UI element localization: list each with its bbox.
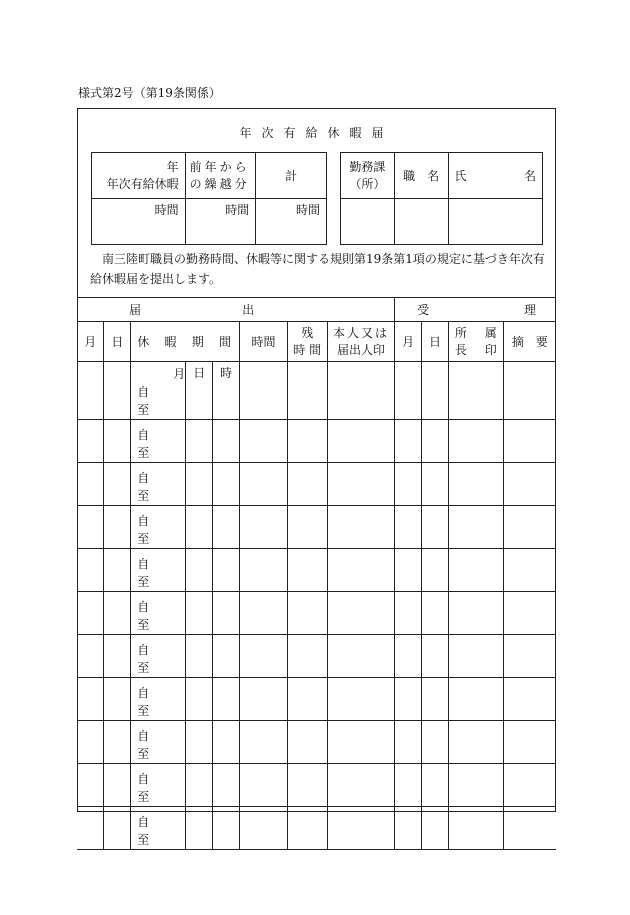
from-label: 自: [137, 729, 150, 743]
row-applicant-seal-cell[interactable]: [327, 678, 395, 721]
row-receipt-month-cell[interactable]: [395, 463, 422, 506]
period-day-label: 日: [193, 366, 206, 380]
row-day-cell[interactable]: [104, 764, 131, 807]
row-day-cell[interactable]: [104, 635, 131, 678]
row-remaining-cell[interactable]: [287, 592, 327, 635]
from-label: 自: [137, 514, 150, 528]
row-period-day-cell[interactable]: [186, 764, 213, 807]
header-hours: 時間: [240, 322, 288, 362]
row-remaining-cell[interactable]: [287, 362, 327, 420]
row-remarks-cell[interactable]: [503, 592, 556, 635]
row-remaining-cell[interactable]: [287, 549, 327, 592]
row-chief-seal-cell[interactable]: [448, 362, 503, 420]
row-chief-seal-cell[interactable]: [448, 807, 503, 850]
row-period-day-cell[interactable]: [186, 592, 213, 635]
row-chief-seal-cell[interactable]: [448, 592, 503, 635]
row-hours-cell[interactable]: [240, 635, 288, 678]
table-row: [77, 420, 556, 463]
table-row: [77, 549, 556, 592]
row-period-hour-cell[interactable]: [213, 592, 240, 635]
table-header-columns: [77, 322, 556, 362]
header-receipt-month: 月: [395, 322, 422, 362]
row-receipt-day-cell[interactable]: [422, 592, 449, 635]
header-receipt-day: 日: [422, 322, 449, 362]
to-label: 至: [137, 446, 150, 460]
to-label: 至: [137, 747, 150, 761]
to-label: 至: [137, 790, 150, 804]
receipt-header: 受 理: [395, 298, 556, 322]
row-remarks-cell[interactable]: [503, 463, 556, 506]
to-label: 至: [137, 489, 150, 503]
row-remarks-cell[interactable]: [503, 807, 556, 850]
header-remarks: 摘 要: [503, 322, 556, 362]
row-chief-seal-cell[interactable]: [448, 678, 503, 721]
row-chief-seal-cell[interactable]: [448, 420, 503, 463]
table-row: [77, 764, 556, 807]
row-month-cell[interactable]: [77, 764, 104, 807]
department-cell[interactable]: [341, 199, 395, 245]
row-remaining-cell[interactable]: [287, 506, 327, 549]
row-receipt-day-cell[interactable]: [422, 506, 449, 549]
row-receipt-month-cell[interactable]: [395, 592, 422, 635]
row-period-day-cell[interactable]: [186, 506, 213, 549]
row-remarks-cell[interactable]: [503, 764, 556, 807]
row-applicant-seal-cell[interactable]: [327, 362, 395, 420]
row-period-cell[interactable]: [131, 592, 186, 635]
row-period-hour-cell[interactable]: [213, 807, 240, 850]
row-receipt-month-cell[interactable]: [395, 764, 422, 807]
row-day-cell[interactable]: [104, 807, 131, 850]
row-chief-seal-cell[interactable]: [448, 549, 503, 592]
row-applicant-seal-cell[interactable]: [327, 463, 395, 506]
to-label: 至: [137, 661, 150, 675]
row-hours-cell[interactable]: [240, 549, 288, 592]
row-period-hour-cell[interactable]: [213, 764, 240, 807]
header-month: 月: [77, 322, 104, 362]
row-day-cell[interactable]: [104, 463, 131, 506]
table-row: [77, 721, 556, 764]
row-receipt-day-cell[interactable]: [422, 635, 449, 678]
statement-text: 南三陸町職員の勤務時間、休暇等に関する規則第19条第1項の規定に基づき年次有給休暇届を提出します。: [90, 252, 545, 286]
from-label: 自: [137, 815, 150, 829]
row-period-day-cell[interactable]: [186, 807, 213, 850]
form-title: 年次有給休暇届: [239, 126, 394, 140]
row-month-cell[interactable]: [77, 506, 104, 549]
row-period-cell[interactable]: [131, 635, 186, 678]
row-chief-seal-cell[interactable]: [448, 635, 503, 678]
from-label: 自: [137, 428, 150, 442]
total-header: 計: [256, 153, 327, 199]
row-period-cell[interactable]: [131, 506, 186, 549]
row-month-cell[interactable]: [77, 721, 104, 764]
row-period-day-cell[interactable]: [186, 463, 213, 506]
header-period: 休 暇 期 間: [131, 322, 240, 362]
row-period-day-cell[interactable]: [186, 420, 213, 463]
row-period-cell[interactable]: [131, 463, 186, 506]
row-remarks-cell[interactable]: [503, 635, 556, 678]
employee-info-table: [340, 152, 543, 245]
row-remaining-cell[interactable]: [287, 807, 327, 850]
carryover-header: 前年から の繰越分: [185, 153, 256, 199]
row-day-cell[interactable]: [104, 549, 131, 592]
row-applicant-seal-cell[interactable]: [327, 721, 395, 764]
to-label: 至: [137, 833, 150, 847]
row-period-cell[interactable]: [131, 721, 186, 764]
row-hours-cell[interactable]: [240, 506, 288, 549]
row-day-cell[interactable]: [104, 506, 131, 549]
row-hours-cell[interactable]: [240, 678, 288, 721]
row-hours-cell[interactable]: [240, 764, 288, 807]
row-period-day-cell[interactable]: [186, 678, 213, 721]
row-receipt-month-cell[interactable]: [395, 635, 422, 678]
row-period-cell[interactable]: [131, 764, 186, 807]
row-receipt-day-cell[interactable]: [422, 721, 449, 764]
to-label: 至: [137, 704, 150, 718]
leave-balance-table: [91, 152, 327, 245]
row-receipt-day-cell[interactable]: [422, 678, 449, 721]
row-receipt-day-cell[interactable]: [422, 463, 449, 506]
row-day-cell[interactable]: [104, 678, 131, 721]
row-hours-cell[interactable]: [240, 362, 288, 420]
row-period-hour-cell[interactable]: [213, 506, 240, 549]
form-caption: 様式第2号（第19条関係）: [78, 86, 221, 100]
row-receipt-month-cell[interactable]: [395, 549, 422, 592]
row-remarks-cell[interactable]: [503, 420, 556, 463]
row-period-hour-cell[interactable]: [213, 420, 240, 463]
row-remarks-cell[interactable]: [503, 362, 556, 420]
row-day-cell[interactable]: [104, 721, 131, 764]
row-period-hour-cell[interactable]: [213, 463, 240, 506]
row-remaining-cell[interactable]: [287, 463, 327, 506]
row-hours-cell[interactable]: [240, 592, 288, 635]
name-cell[interactable]: [448, 199, 542, 245]
period-month-label: 月: [173, 367, 186, 381]
row-remarks-cell[interactable]: [503, 721, 556, 764]
row-receipt-day-cell[interactable]: [422, 420, 449, 463]
leave-record-table: [77, 297, 556, 850]
row-month-cell[interactable]: [77, 807, 104, 850]
row-month-cell[interactable]: [77, 592, 104, 635]
row-applicant-seal-cell[interactable]: [327, 506, 395, 549]
row-period-hour-cell[interactable]: [213, 635, 240, 678]
row-applicant-seal-cell[interactable]: [327, 549, 395, 592]
row-hours-cell[interactable]: [240, 463, 288, 506]
from-label: 自: [137, 772, 150, 786]
row-month-cell[interactable]: [77, 678, 104, 721]
row-remaining-cell[interactable]: [287, 420, 327, 463]
table-row: [77, 506, 556, 549]
annual-leave-hours-cell[interactable]: 時間: [92, 199, 186, 245]
row-hours-cell[interactable]: [240, 721, 288, 764]
row-remarks-cell[interactable]: [503, 678, 556, 721]
row-month-cell[interactable]: [77, 420, 104, 463]
row-month-cell[interactable]: [77, 635, 104, 678]
table-row: [77, 807, 556, 850]
row-receipt-month-cell[interactable]: [395, 678, 422, 721]
row-hours-cell[interactable]: [240, 807, 288, 850]
row-remarks-cell[interactable]: [503, 549, 556, 592]
row-remaining-cell[interactable]: [287, 635, 327, 678]
row-period-cell[interactable]: [131, 807, 186, 850]
header-day: 日: [104, 322, 131, 362]
from-label: 自: [137, 557, 150, 571]
row-month-cell[interactable]: [77, 549, 104, 592]
row-period-cell[interactable]: [131, 549, 186, 592]
row-period-day-cell[interactable]: [186, 549, 213, 592]
row-remaining-cell[interactable]: [287, 764, 327, 807]
to-label: 至: [137, 575, 150, 589]
row-month-cell[interactable]: [77, 463, 104, 506]
row-remarks-cell[interactable]: [503, 506, 556, 549]
row-applicant-seal-cell[interactable]: [327, 420, 395, 463]
row-chief-seal-cell[interactable]: [448, 506, 503, 549]
to-label: 至: [137, 618, 150, 632]
row-receipt-day-cell[interactable]: [422, 549, 449, 592]
to-label: 至: [137, 532, 150, 546]
row-applicant-seal-cell[interactable]: [327, 635, 395, 678]
row-day-cell[interactable]: [104, 420, 131, 463]
header-remaining: 残 時 間: [287, 322, 327, 362]
row-hours-cell[interactable]: [240, 420, 288, 463]
row-receipt-day-cell[interactable]: [422, 362, 449, 420]
table-header-top: [77, 298, 556, 322]
department-header: 勤務課 （所）: [341, 153, 395, 199]
position-cell[interactable]: [394, 199, 448, 245]
row-receipt-month-cell[interactable]: [395, 362, 422, 420]
row-period-hour-cell[interactable]: [213, 678, 240, 721]
row-applicant-seal-cell[interactable]: [327, 807, 395, 850]
row-period-hour-cell[interactable]: [213, 721, 240, 764]
row-chief-seal-cell[interactable]: [448, 721, 503, 764]
row-period-day-cell[interactable]: [186, 721, 213, 764]
annual-leave-header: 年 年次有給休暇: [92, 153, 186, 199]
row-receipt-month-cell[interactable]: [395, 420, 422, 463]
header-applicant-seal: 本人又は 届出人印: [327, 322, 395, 362]
row-period-day-cell[interactable]: [186, 635, 213, 678]
row-receipt-month-cell[interactable]: [395, 721, 422, 764]
from-label: 自: [137, 600, 150, 614]
name-header: 氏 名: [448, 153, 542, 199]
row-period-day-cell[interactable]: [186, 362, 213, 420]
table-row: [77, 362, 556, 420]
row-chief-seal-cell[interactable]: [448, 764, 503, 807]
row-applicant-seal-cell[interactable]: [327, 764, 395, 807]
table-row: [77, 635, 556, 678]
position-header: 職 名: [394, 153, 448, 199]
row-day-cell[interactable]: [104, 362, 131, 420]
from-label: 自: [137, 643, 150, 657]
row-day-cell[interactable]: [104, 592, 131, 635]
period-hour-label: 時: [220, 366, 233, 380]
row-receipt-day-cell[interactable]: [422, 764, 449, 807]
carryover-hours-cell[interactable]: 時間: [185, 199, 256, 245]
row-period-cell[interactable]: [131, 420, 186, 463]
from-label: 自: [137, 686, 150, 700]
row-month-cell[interactable]: [77, 362, 104, 420]
row-period-hour-cell[interactable]: [213, 549, 240, 592]
from-label: 自: [137, 471, 150, 485]
row-receipt-month-cell[interactable]: [395, 807, 422, 850]
row-chief-seal-cell[interactable]: [448, 463, 503, 506]
row-receipt-day-cell[interactable]: [422, 807, 449, 850]
row-applicant-seal-cell[interactable]: [327, 592, 395, 635]
header-chief-seal: 所 属 長 印: [448, 322, 503, 362]
row-period-hour-cell[interactable]: [213, 362, 240, 420]
table-row: [77, 592, 556, 635]
row-period-cell[interactable]: [131, 678, 186, 721]
table-row: [77, 678, 556, 721]
row-remaining-cell[interactable]: [287, 678, 327, 721]
row-remaining-cell[interactable]: [287, 721, 327, 764]
row-receipt-month-cell[interactable]: [395, 506, 422, 549]
table-row: [77, 463, 556, 506]
from-label: 自: [137, 385, 150, 399]
submission-header: 届 出: [77, 298, 395, 322]
to-label: 至: [137, 403, 150, 417]
total-hours-cell[interactable]: 時間: [256, 199, 327, 245]
row-period-cell[interactable]: [131, 362, 186, 420]
